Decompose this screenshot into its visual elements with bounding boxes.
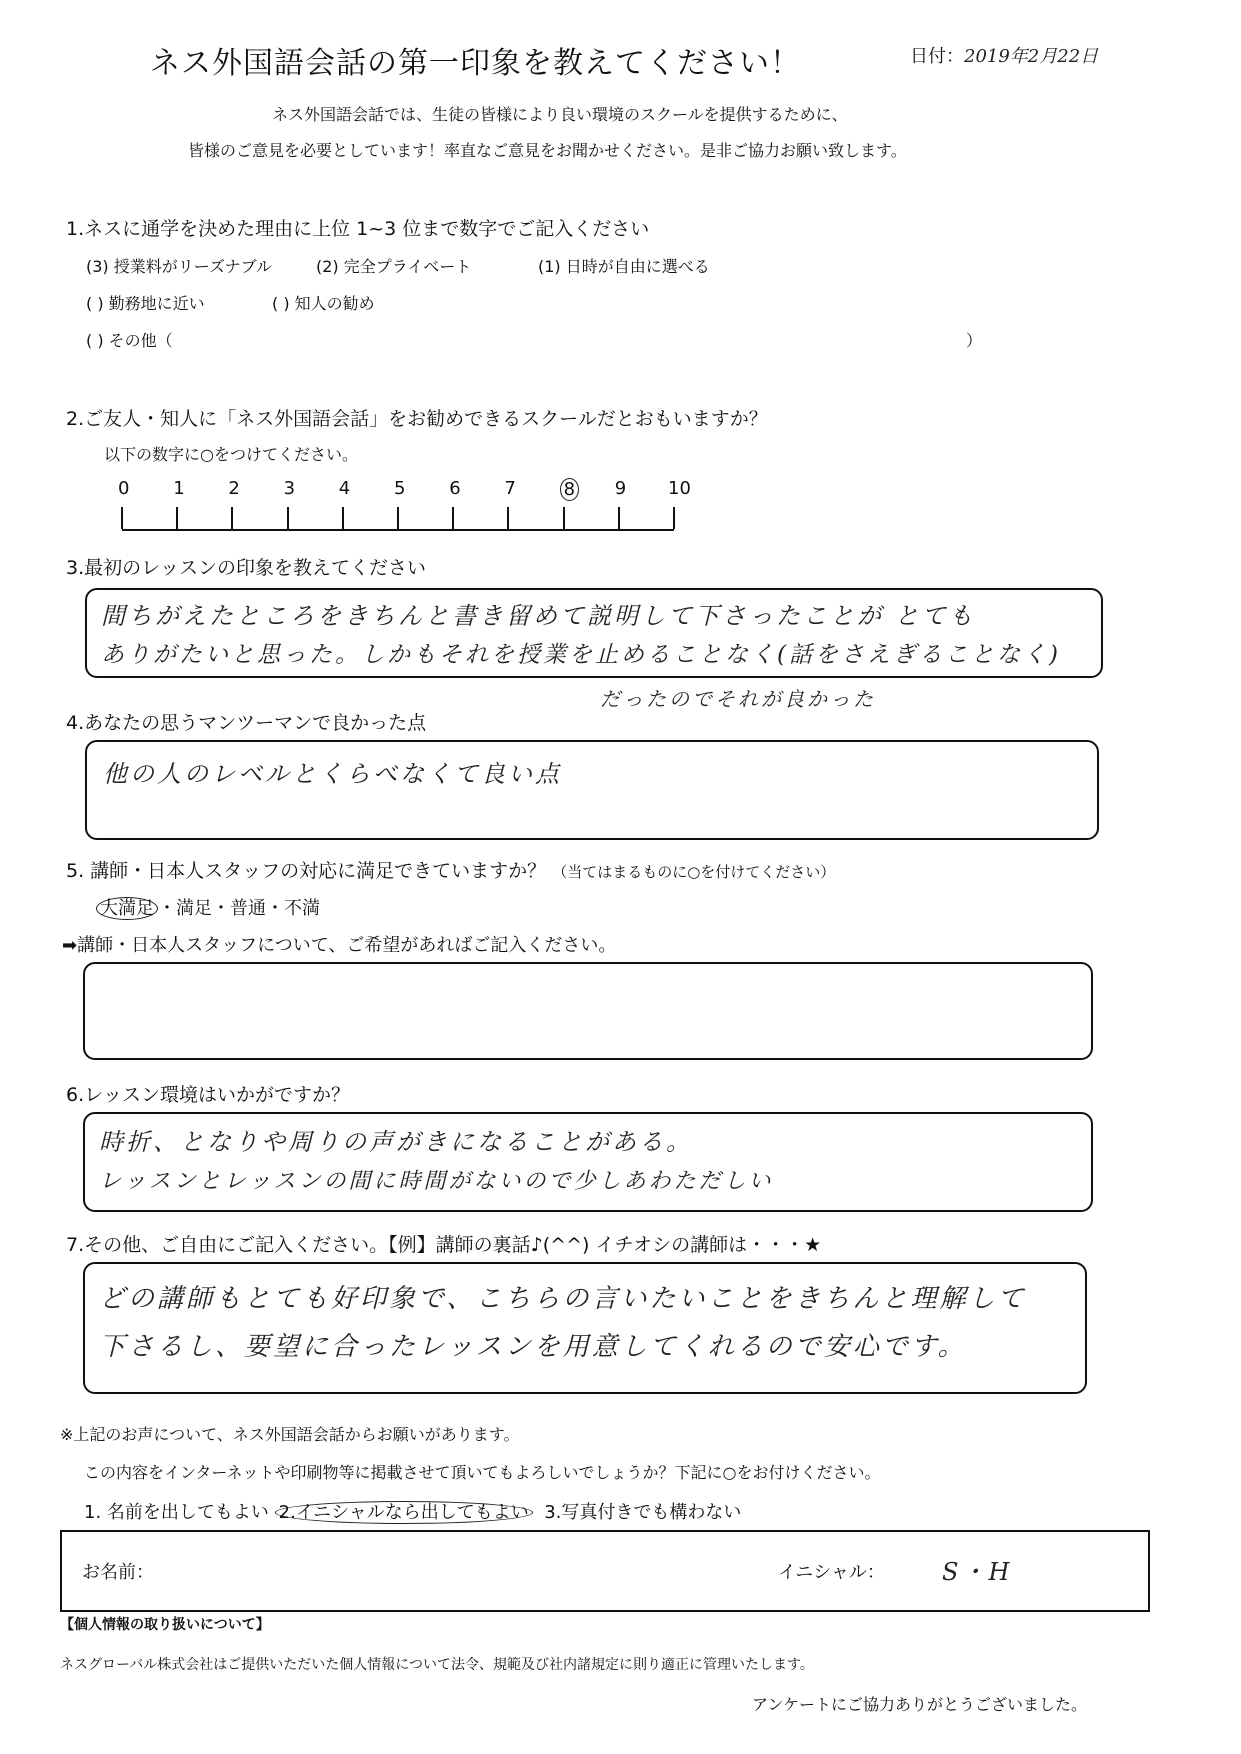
q5-option[interactable]: 不満 (284, 898, 320, 919)
q2-scale-number[interactable]: 1 (173, 478, 185, 499)
q5-answer-box[interactable] (83, 962, 1093, 1060)
q5-note: （当てはまるものに○を付けてください） (552, 863, 836, 881)
q2-scale-number[interactable]: 6 (449, 478, 461, 499)
q6-answer-line: レッスンとレッスンの間に時間がないので少しあわただしい (99, 1169, 774, 1194)
q5-option[interactable]: 満足 (176, 898, 212, 919)
q2-instruction: 以下の数字に○をつけてください。 (104, 445, 358, 464)
q2-scale-number[interactable]: 8 (560, 478, 579, 501)
q3-answer-line: ありがたいと思った。しかもそれを授業を止めることなく(話をさえぎることなく) (101, 642, 1061, 668)
q2-scale[interactable] (122, 505, 674, 531)
q1-option[interactable]: ( ) 知人の勧め (272, 294, 375, 313)
q2-scale-number[interactable]: 5 (394, 478, 406, 499)
q2-scale-tick (618, 507, 620, 529)
q2-scale-number[interactable]: 7 (504, 478, 516, 499)
q5-options (96, 894, 320, 920)
q2-scale-tick (452, 507, 454, 529)
date-label: 日付： (910, 46, 964, 67)
q1-option[interactable]: (1) 日時が自由に選べる (538, 257, 710, 276)
privacy-text: ネスグローバル株式会社はご提供いただいた個人情報について法令、規範及び社内諸規定に則り適正に管理いたします。 (60, 1657, 814, 1673)
q2-scale-number[interactable]: 0 (118, 478, 130, 499)
q5-question (66, 856, 835, 883)
q4-answer: 他の人のレベルとくらべなくて良い点 (103, 760, 562, 788)
q4-question: 4.あなたの思うマンツーマンで良かった点 (66, 712, 427, 734)
q1-other-close: ） (966, 331, 983, 350)
q5-question-text: 5. 講師・日本人スタッフの対応に満足できていますか？ (66, 860, 547, 882)
name-label: お名前： (82, 1562, 154, 1583)
q1-option-other[interactable]: ( ) その他（ (86, 331, 173, 350)
q7-answer-line: 下さるし、要望に合ったレッスンを用意してくれるので安心です。 (99, 1332, 967, 1362)
initial-label: イニシャル： (778, 1562, 885, 1583)
q1-option[interactable]: (3) 授業料がリーズナブル (86, 257, 272, 276)
q2-scale-tick (176, 507, 178, 529)
q2-scale-number[interactable]: 2 (228, 478, 240, 499)
thanks-text: アンケートにご協力ありがとうございました。 (752, 1695, 1088, 1714)
q2-scale-number[interactable]: 4 (338, 478, 351, 499)
q1-option[interactable]: (2) 完全プライベート (316, 257, 472, 276)
q2-scale-tick (287, 507, 289, 529)
q2-scale-tick (397, 507, 399, 529)
q2-scale-tick (231, 507, 233, 529)
initial-value: S・H (942, 1558, 1013, 1586)
consent-option[interactable]: 3.写真付きでも構わない (544, 1502, 742, 1523)
q3-answer-line: だったのでそれが良かった (600, 687, 876, 711)
consent-option[interactable]: 1. 名前を出してもよい (84, 1502, 269, 1523)
q3-answer-box[interactable] (85, 588, 1103, 678)
q5-option-selected[interactable]: 大満足 (96, 897, 158, 920)
q5-request: ➡講師・日本人スタッフについて、ご希望があればご記入ください。 (62, 935, 617, 956)
sep: ・ (212, 898, 230, 919)
q5-option[interactable]: 普通 (230, 898, 266, 919)
privacy-heading: 【個人情報の取り扱いについて】 (60, 1617, 270, 1633)
sep: ・ (266, 898, 284, 919)
form-title: ネス外国語会話の第一印象を教えてください！ (150, 46, 801, 81)
consent-question: この内容をインターネットや印刷物等に掲載させて頂いてもよろしいでしょうか？下記に○をお付けください。 (84, 1463, 881, 1482)
q2-question: 2.ご友人・知人に「ネス外国語会話」をお勧めできるスクールだとおもいますか？ (66, 408, 768, 430)
date-field[interactable] (910, 42, 1098, 68)
q7-answer-box[interactable] (83, 1262, 1087, 1394)
q3-question: 3.最初のレッスンの印象を教えてください (66, 557, 426, 579)
q2-scale-number[interactable]: 9 (614, 478, 627, 499)
q2-scale-tick (121, 507, 123, 529)
q2-scale-tick (673, 507, 675, 529)
q2-scale-number[interactable]: 3 (283, 478, 296, 499)
q1-question: 1.ネスに通学を決めた理由に上位 1~3 位まで数字でご記入ください (66, 218, 650, 240)
sep: ・ (158, 898, 176, 919)
q2-scale-number[interactable]: 10 (668, 478, 691, 499)
q2-scale-tick (563, 507, 565, 529)
intro-line: ネス外国語会話では、生徒の皆様により良い環境のスクールを提供するために、 (272, 105, 848, 124)
consent-options (84, 1498, 741, 1524)
q2-scale-tick (342, 507, 344, 529)
name-box[interactable] (60, 1530, 1150, 1612)
date-value: 2019年2月22日 (964, 46, 1099, 67)
q3-answer-line: 間ちがえたところをきちんと書き留めて説明して下さったことが とても (101, 602, 976, 630)
q7-question: 7.その他、ご自由にご記入ください。【例】講師の裏話♪(^^) イチオシの講師は・・・★ (66, 1234, 822, 1256)
q6-answer-box[interactable] (83, 1112, 1093, 1212)
q2-scale-tick (507, 507, 509, 529)
consent-note: ※上記のお声について、ネス外国語会話からお願いがあります。 (60, 1425, 520, 1444)
q6-answer-line: 時折、となりや周りの声がきになることがある。 (99, 1128, 693, 1156)
consent-option-selected[interactable]: 2.イニシャルなら出してもよい (275, 1501, 533, 1524)
intro-line: 皆様のご意見を必要としています！率直なご意見をお聞かせください。是非ご協力お願い致します。 (188, 141, 907, 160)
q7-answer-line: どの講師もとても好印象で、こちらの言いたいことをきちんと理解して (99, 1284, 1027, 1314)
q4-answer-box[interactable] (85, 740, 1099, 840)
q1-option[interactable]: ( ) 勤務地に近い (86, 294, 205, 313)
q6-question: 6.レッスン環境はいかがですか？ (66, 1084, 350, 1106)
